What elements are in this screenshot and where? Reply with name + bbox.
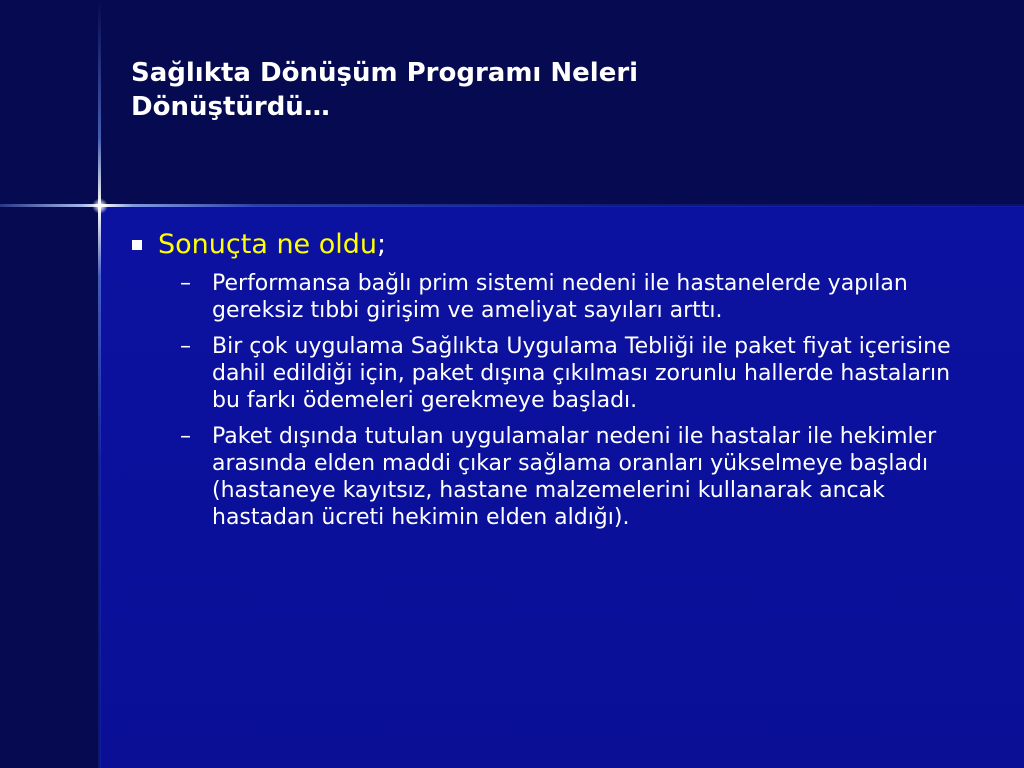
sub-list [126,270,966,531]
slide-title-line-1: Sağlıkta Dönüşüm Programı Neleri [131,58,639,88]
square-bullet-icon [132,240,142,250]
slide-title [131,56,831,124]
dash-bullet-icon: – [180,334,191,359]
slide-title-line-2: Dönüştürdü… [131,92,330,122]
sub-item-text: Paket dışında tutulan uygulamalar nedeni ile hastalar ile hekimler arasında elden maddi çıkar sağlama oranları yükselmeye başladı (hastaneye kayıtsız, hastane malzemelerini kullanarak ancak hastadan ücreti hekimin elden aldığı). [212,424,937,530]
horizontal-light-line [0,204,1024,207]
sub-item-text: Performansa bağlı prim sistemi nedeni ile hastanelerde yapılan gereksiz tıbbi girişim ve ameliyat sayıları arttı. [212,271,908,323]
sub-item [180,423,966,531]
vertical-light-line [98,0,101,768]
bullet-text [158,226,386,264]
bullet-item [126,226,966,264]
dash-bullet-icon: – [180,424,191,449]
sub-item [180,333,966,414]
bullet-label: Sonuçta ne oldu [158,229,378,260]
bullet-punct: ; [377,229,387,260]
left-band [0,206,100,768]
sub-item-text: Bir çok uygulama Sağlıkta Uygulama Tebliği ile paket fiyat içerisine dahil edildiği için, paket dışına çıkılması zorunlu hallerde hastaların bu farkı ödemeleri gerekmeye başladı. [212,334,951,413]
slide-body [126,226,966,540]
sub-item [180,270,966,324]
dash-bullet-icon: – [180,271,191,296]
sparkle-star-icon [92,198,108,214]
